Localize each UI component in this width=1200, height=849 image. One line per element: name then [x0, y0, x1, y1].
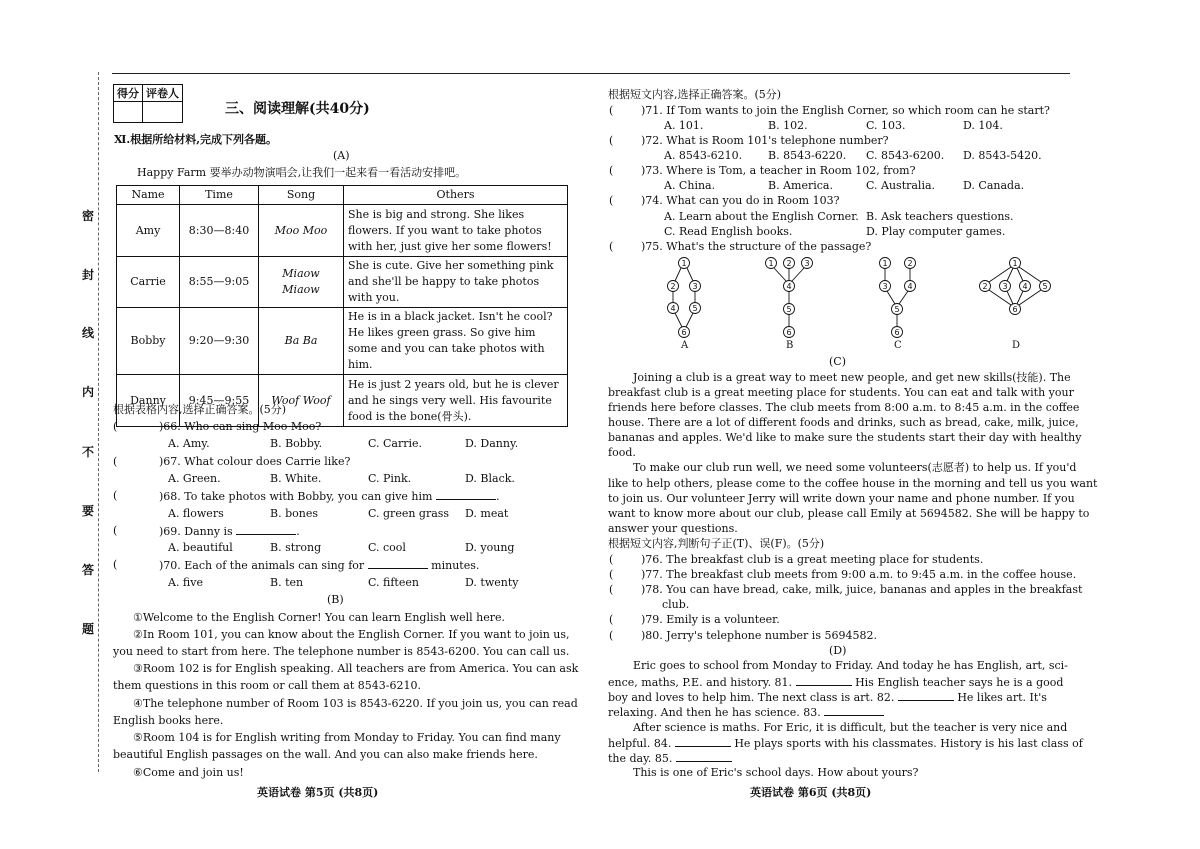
structure-diagram-d — [972, 256, 1058, 322]
question-66: )66. Who can sing Moo Moo? — [159, 420, 322, 433]
svg-text:5: 5 — [894, 305, 900, 314]
passage-b-line: ②In Room 101, you can know about the English Corner. If you want to join us, — [133, 628, 570, 641]
svg-text:2: 2 — [982, 282, 988, 291]
statement-79: )79. Emily is a volunteer. — [641, 613, 780, 626]
svg-text:4: 4 — [670, 304, 676, 313]
svg-text:5: 5 — [1042, 282, 1048, 291]
passage-c-line: friends here before classes. The club meets from 8:00 a.m. to 8:45 a.m. in the coffee — [608, 401, 1080, 414]
seal-char: 题 — [82, 622, 95, 636]
passage-c-line: food. — [608, 446, 636, 459]
answer-blank[interactable] — [368, 558, 428, 569]
passage-b-line: ⑥Come and join us! — [133, 766, 244, 779]
passage-b-line: ④The telephone number of Room 103 is 8543-6220. If you join us, you can read — [133, 697, 578, 710]
table-row: Amy 8:30—8:40 Moo Moo She is big and strong. She likes flowers. If you want to take photos with her, just give her some flowers! — [117, 205, 568, 257]
table-row: Bobby 9:20—9:30 Ba Ba He is in a black jacket. Isn't he cool? He likes green grass. So give him some and you can take photos with him. — [117, 308, 568, 375]
passage-a-intro: Happy Farm 要举办动物演唱会,让我们一起来看一看活动安排吧。 — [137, 166, 467, 179]
svg-text:3: 3 — [692, 282, 698, 291]
question-70: )70. Each of the animals can sing for minutes. — [159, 559, 480, 572]
svg-text:4: 4 — [907, 282, 913, 291]
seal-char: 线 — [82, 326, 95, 340]
col-header: Song — [259, 186, 344, 205]
score-box — [113, 84, 183, 123]
statement-76: )76. The breakfast club is a great meeting place for students. — [641, 553, 984, 566]
passage-c-line: like to help others, please come to the coffee house in the morning and tell us you want — [608, 477, 1098, 490]
diagram-label: A — [681, 340, 689, 351]
grader-label: 评卷人 — [143, 85, 183, 102]
question-68: )68. To take photos with Bobby, you can give him . — [159, 490, 500, 503]
svg-text:5: 5 — [692, 304, 698, 313]
svg-text:1: 1 — [882, 259, 888, 268]
col-header: Time — [180, 186, 259, 205]
passage-c-line: to join us. Our volunteer Jerry will write down your name and phone number. If you — [608, 492, 1075, 505]
statement-78-cont: club. — [662, 598, 690, 611]
structure-diagram-a — [660, 256, 710, 342]
statement-77: )77. The breakfast club meets from 9:00 a.m. to 9:45 a.m. in the coffee house. — [641, 568, 1077, 581]
exam-sheet: 密 封 线 内 不 要 答 题 得分 评卷人 三、阅读理解(共40分) Ⅺ.根据所给材料,完成下列各题。 (A) Happy Farm 要举办动物演唱会,让我们一起来看一看活动安排吧。 Name Time Song Others Amy 8:30—8:40 Moo Moo She is big and strong. She likes flowers. If you want to take photos with her, just give her some flowers! Carrie 8:55—9:05 Miaow Miaow She is cute. Give her something pink and she'll be happy to take photos with you. Bobby 9:20—9:30 Ba Ba He is in a black jacket. Isn't he cool? He likes green grass. So give him some and you can take photos with him. Danny 9:45—9:55 Woof Woof He is just 2 years old, but he is clever and he sings very well. His favourite food is the bone(骨头). 根据表格内容,选择正确答案。(5分) ( )66. Who can sing Moo Moo? A. Amy. B. Bobby. C. Carrie. D. Danny. ( )67. What colour does Carrie like? A. Green. B. White. C. Pink. D. Black. ( )68. To take photos with Bobby, you can give him . A. flowers B. bones C. green grass D. meat ( )69. Danny is . A. beautiful B. strong C. cool D. young ( )70. Each of the animals can sing for minutes. A. five B. ten C. fifteen D. twenty (B) ①Welcome to the English Corner! You can learn English well here. ②In Room 101, you can know about the English Corner. If you want to join us, you need to start from here. The telephone number is 8543-6200. You can call us. ③Room 102 is for English speaking. All teachers are from America. You can ask them questions in this room or call them at 8543-6210. ④The telephone number of Room 103 is 8543-6220. If you join us, you can read English books here. ⑤Room 104 is for English writing from Monday to Friday. You can find many beautiful English passages on the wall. And you can also make friends here. ⑥Come and join us! 英语试卷 第5页 (共8页) 根据短文内容,选择正确答案。(5分) ( )71. If Tom wants to join the English Corner, so which room can he start? A. 101. B. 102. C. 103. D. 104. ( )72. What is Room 101's telephone number? A. 8543-6210. B. 8543-6220. C. 8543-6200. D. 8543-5420. ( )73. Where is Tom, a teacher in Room 102, from? A. China. B. America. C. Australia. D. Canada. ( )74. What can you do in Room 103? A. Learn about the English Corner. B. Ask teachers questions. C. Read English books. D. Play computer games. ( )75. What's the structure of the passage? 1 2 3 4 5 6 1 2 3 4 5 6 1 2 3 4 5 6 1 2 3 4 5 6 A B C D (C) Joining a club is a great way to meet new people, and get new skills(技能). The breakfast club is a great meeting place for students. You can eat and talk with your friends here before classes. The club meets from 8:00 a.m. to 8:45 a.m. in the coffee house. There are a lot of different foods and drinks, such as bread, cake, milk, juice, bananas and apples. We'd like to make sure the students start their day with healthy food. To make our club run well, we need some volunteers(志愿者) to help us. If you'd like to help others, please come to the coffee house in the morning and tell us you want to join us. Our volunteer Jerry will write down your name and phone number. If you want to know more about our club, please call Emily at 5694582. She will be happy to answer your questions. 根据短文内容,判断句子正(T)、误(F)。(5分) ( )76. The breakfast club is a great meeting place for students. ( )77. The breakfast club meets from 9:00 a.m. to 9:45 a.m. in the coffee house. ( )78. You can have bread, cake, milk, juice, bananas and apples in the breakfast club. ( )79. Emily is a volunteer. ( )80. Jerry's telephone number is 5694582. (D) Eric goes to school from Monday to Friday. And today he has English, art, sci- ence, maths, P.E. and history. 81. His English teacher says he is a good boy and loves to help him. The next class is art. 82. He likes art. It's relaxing. And then he has science. 83. After science is maths. For Eric, it is difficult, but the teacher is very nice and helpful. 84. He plays sports with his classmates. History is his last class of the day. 85. This is one of Eric's school days. How about yours? 英语试卷 第6页 (共8页) — [0, 0, 1200, 849]
footer-right: 英语试卷 第6页 (共8页) — [750, 786, 872, 799]
question-74: )74. What can you do in Room 103? — [641, 194, 840, 207]
passage-b-line: ①Welcome to the English Corner! You can learn English well here. — [133, 611, 506, 624]
answer-blank-84[interactable] — [675, 736, 731, 747]
structure-diagram-c — [872, 256, 922, 342]
passage-d-label: (D) — [829, 644, 847, 657]
question-75: )75. What's the structure of the passage? — [641, 240, 872, 253]
question-67: )67. What colour does Carrie like? — [159, 455, 351, 468]
passage-c-line: answer your questions. — [608, 522, 738, 535]
svg-text:4: 4 — [1022, 282, 1028, 291]
diagram-label: D — [1012, 340, 1021, 351]
passage-d-line: the day. 85. — [608, 751, 732, 766]
answer-blank-81[interactable] — [796, 675, 852, 686]
schedule-table — [116, 185, 568, 427]
table-row: Danny 9:45—9:55 Woof Woof He is just 2 years old, but he is clever and he sings very well. His favourite food is the bone(骨头). — [117, 375, 568, 427]
passage-b-line: ⑤Room 104 is for English writing from Monday to Friday. You can find many — [133, 731, 561, 744]
seal-char: 不 — [82, 445, 95, 459]
svg-text:3: 3 — [1002, 282, 1008, 291]
svg-text:3: 3 — [804, 259, 810, 268]
passage-d-line: ence, maths, P.E. and history. 81. His English teacher says he is a good — [608, 676, 1064, 689]
passage-c-line: bananas and apples. We'd like to make sure the students start their day with healthy — [608, 431, 1082, 444]
svg-text:1: 1 — [1012, 259, 1018, 268]
svg-text:2: 2 — [670, 282, 676, 291]
answer-blank-82[interactable] — [898, 690, 954, 701]
passage-c-line: house. There are a lot of different foods and drinks, such as bread, cake, milk, juice, — [608, 416, 1079, 429]
instruction-a: 根据表格内容,选择正确答案。(5分) — [113, 403, 287, 416]
passage-b-label: (B) — [327, 593, 344, 606]
seal-char: 密 — [82, 209, 95, 223]
question-69: )69. Danny is . — [159, 525, 300, 538]
part-instruction: Ⅺ.根据所给材料,完成下列各题。 — [114, 133, 278, 146]
section-title: 三、阅读理解(共40分) — [225, 101, 370, 117]
passage-c-label: (C) — [829, 355, 846, 368]
header-rule — [112, 73, 1070, 74]
svg-text:4: 4 — [786, 282, 792, 291]
table-row: Carrie 8:55—9:05 Miaow Miaow She is cute. Give her something pink and she'll be happy to take photos with you. — [117, 257, 568, 308]
instruction-b: 根据短文内容,选择正确答案。(5分) — [608, 88, 782, 101]
seal-char: 内 — [82, 385, 95, 399]
answer-blank[interactable] — [236, 524, 296, 535]
passage-b-line: English books here. — [113, 714, 224, 727]
statement-80: )80. Jerry's telephone number is 5694582. — [641, 629, 877, 642]
answer-blank-85[interactable] — [676, 751, 732, 762]
passage-a-label: (A) — [333, 149, 350, 162]
passage-d-line: After science is maths. For Eric, it is difficult, but the teacher is very nice and — [633, 721, 1068, 734]
answer-blank-83[interactable] — [824, 705, 884, 716]
passage-d-line: helpful. 84. He plays sports with his classmates. History is his last class of — [608, 737, 1083, 750]
svg-text:6: 6 — [786, 328, 792, 337]
statement-78: )78. You can have bread, cake, milk, juice, bananas and apples in the breakfast — [641, 583, 1083, 596]
answer-blank[interactable] — [436, 489, 496, 500]
question-71: )71. If Tom wants to join the English Corner, so which room can he start? — [641, 104, 1050, 117]
svg-text:2: 2 — [786, 259, 792, 268]
svg-text:1: 1 — [768, 259, 774, 268]
svg-text:2: 2 — [907, 259, 913, 268]
passage-b-line: them questions in this room or call them at 8543-6210. — [113, 679, 421, 692]
structure-diagram-b — [762, 256, 818, 342]
svg-text:6: 6 — [681, 328, 687, 337]
instruction-c: 根据短文内容,判断句子正(T)、误(F)。(5分) — [608, 537, 825, 550]
passage-b-line: you need to start from here. The telephone number is 8543-6200. You can call us. — [113, 645, 570, 658]
svg-text:3: 3 — [882, 282, 888, 291]
svg-text:1: 1 — [681, 259, 687, 268]
passage-d-line: boy and loves to help him. The next class is art. 82. He likes art. It's — [608, 691, 1047, 704]
score-label: 得分 — [114, 85, 143, 102]
passage-b-line: ③Room 102 is for English speaking. All teachers are from America. You can ask — [133, 662, 579, 675]
passage-c-line: breakfast club is a great meeting place for students. You can eat and talk with your — [608, 386, 1074, 399]
svg-text:5: 5 — [786, 305, 792, 314]
diagram-label: B — [786, 340, 794, 351]
col-header: Name — [117, 186, 180, 205]
seal-char: 封 — [82, 268, 95, 282]
passage-d-line: relaxing. And then he has science. 83. — [608, 705, 884, 720]
question-73: )73. Where is Tom, a teacher in Room 102, from? — [641, 164, 916, 177]
seal-char: 要 — [82, 504, 95, 518]
passage-d-line: Eric goes to school from Monday to Friday. And today he has English, art, sci- — [633, 659, 1068, 672]
footer-left: 英语试卷 第5页 (共8页) — [257, 786, 379, 799]
passage-c-line: want to know more about our club, please call Emily at 5694582. She will be happy to — [608, 507, 1090, 520]
col-header: Others — [344, 186, 568, 205]
passage-b-line: beautiful English passages on the wall. And you can also make friends here. — [113, 748, 538, 761]
diagram-label: C — [894, 340, 902, 351]
binding-line — [98, 72, 99, 772]
passage-d-line: This is one of Eric's school days. How about yours? — [633, 766, 919, 779]
passage-c-line: To make our club run well, we need some volunteers(志愿者) to help us. If you'd — [633, 461, 1077, 474]
svg-text:6: 6 — [1012, 305, 1018, 314]
passage-c-line: Joining a club is a great way to meet new people, and get new skills(技能). The — [633, 371, 1071, 384]
seal-char: 答 — [82, 563, 95, 577]
svg-text:6: 6 — [894, 328, 900, 337]
question-72: )72. What is Room 101's telephone number? — [641, 134, 889, 147]
